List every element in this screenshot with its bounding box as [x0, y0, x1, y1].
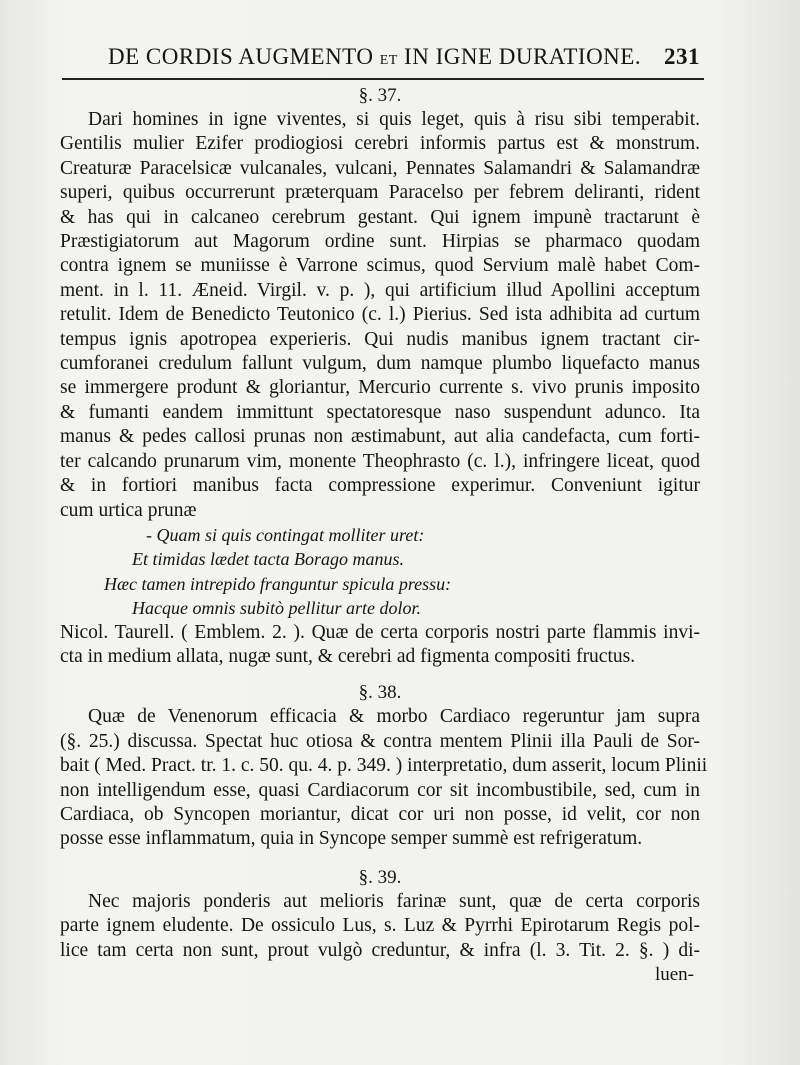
section-gap [60, 669, 700, 681]
text-line: non intelligendum esse, quasi Cardiacorum cor sit incombustibile, sed, cum in [60, 779, 700, 801]
text-line: cumforanei credulum fallunt vulgum, dum namque plumbo liquefacto manus [60, 353, 700, 375]
verse-line: Et timidas lædet tacta Borago manus. [132, 549, 404, 570]
catchword: luen- [654, 964, 694, 985]
text-line: lice tam certa non sunt, prout vulgò creduntur, & infra (l. 3. Tit. 2. §. ) di- [60, 939, 700, 961]
text-line: Dari homines in igne viventes, si quis leget, quis à risu sibi temperabit. [88, 109, 700, 130]
text-line: ter calcando prunarum vim, monente Theophrasto (c. l.), infringere liceat, quod [60, 450, 700, 472]
text-line: Nicol. Taurell. ( Emblem. 2. ). Quæ de certa corporis nostri parte flammis invi- [60, 621, 700, 643]
text-line: posse esse inflammatum, quia in Syncope semper summè est refrigeratum. [60, 828, 643, 850]
verse-line: - Quam si quis contingat molliter uret: [146, 524, 425, 545]
section-number: §. 37. [358, 85, 402, 106]
text-line: ment. in l. 11. Æneid. Virgil. v. p. ), qui artificium illud Apollini acceptum [60, 279, 700, 301]
text-line: contra ignem se muniisse è Varrone scimus, quod Servium malè habet Com- [60, 255, 700, 277]
text-line: manus & pedes callosi prunas non æstimabunt, aut alia candefacta, cum forti- [60, 426, 700, 448]
text-line: & fumanti eandem immittunt spectatoresque naso suspendunt adunco. Ita [60, 401, 700, 423]
text-line: (§. 25.) discussa. Spectat huc otiosa & contra mentem Plinii illa Pauli de Sor- [60, 730, 700, 752]
running-title-part-b: IN IGNE DURATIONE. [404, 44, 642, 69]
section-gap [60, 852, 700, 866]
text-line: parte ignem eludente. De ossiculo Lus, s. Luz & Pyrrhi Epirotarum Regis pol- [60, 915, 700, 937]
text-line: cum urtica prunæ [60, 499, 197, 521]
text-line: & in fortiori manibus facta compressione experimur. Conveniunt igitur [60, 475, 700, 497]
text-line: cta in medium allata, nugæ sunt, & cerebri ad figmenta compositi fructus. [60, 645, 636, 667]
running-title-part-a: DE CORDIS AUGMENTO [108, 44, 374, 69]
text-line: Præstigiatorum aut Magorum ordine sunt. Hirpias se pharmaco quodam [60, 231, 700, 253]
text-line: Quæ de Venenorum efficacia & morbo Cardiaco regeruntur jam supra [88, 706, 700, 728]
text-line: retulit. Idem de Benedicto Teutonico (c. l.) Pierius. Sed ista adhibita ad curtum [60, 304, 700, 326]
header-rule [62, 78, 704, 80]
running-title [108, 44, 641, 70]
text-line: superi, quibus occurrerunt præterquam Paracelso per febrem deliranti, rident [60, 182, 700, 204]
text-line: Gentilis mulier Ezifer prodiogiosi cerebri informis partus est & monstrum. [60, 133, 700, 155]
text-line: se immergere produnt & gloriantur, Mercurio currente s. vivo prunis imposito [60, 377, 700, 399]
text-line: Cardiaca, ob Syncopen moriantur, dicat cor uri non posse, id velit, cor non [60, 803, 700, 825]
running-header [108, 40, 708, 74]
page-number: 231 [664, 44, 700, 69]
verse-line: Hæc tamen intrepido franguntur spicula pressu: [104, 573, 452, 594]
text-line: & has qui in calcaneo cerebrum gestant. Qui ignem impunè tractarunt è [60, 206, 700, 228]
text-line: Creaturæ Paracelsicæ vulcanales, vulcani, Pennates Salamandri & Salamandræ [60, 157, 700, 179]
text-line: bait ( Med. Pract. tr. 1. c. 50. qu. 4. p. 349. ) interpretatio, dum asserit, locum Plinii [60, 755, 708, 777]
page-body [60, 84, 708, 987]
section-number: §. 38. [358, 682, 402, 704]
verse-line: Hacque omnis subitò pellitur arte dolor. [132, 598, 421, 619]
text-line: Nec majoris ponderis aut melioris farinæ sunt, quæ de certa corporis [88, 890, 700, 912]
running-title-et: ET [379, 53, 398, 68]
section-number: §. 39. [358, 866, 402, 888]
text-line: tempus ignis apotropea experieris. Qui nudis manibus ignem tractant cir- [60, 328, 700, 350]
